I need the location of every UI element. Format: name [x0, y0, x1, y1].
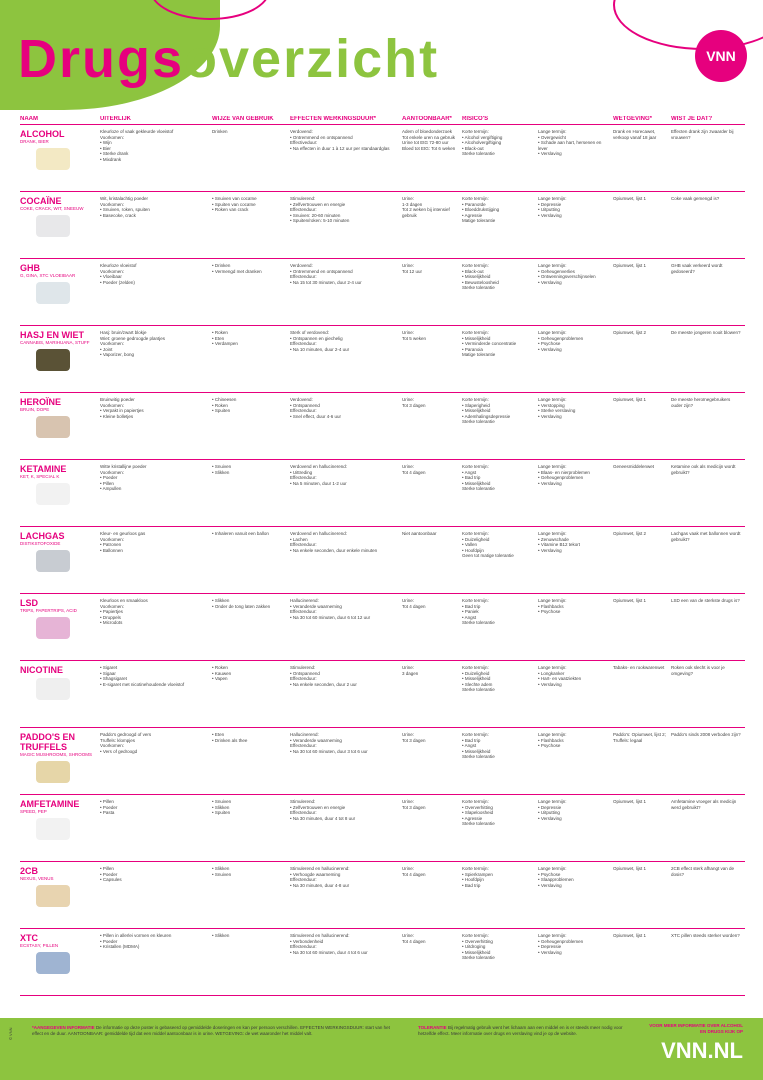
drug-alias: ECSTASY, PILLEN [20, 943, 59, 948]
drug-wet: Opiumwet, lijst 1 [613, 598, 647, 603]
drug-alias: DRANK, BIER [20, 139, 49, 144]
drug-wist: Paddo's sinds 2008 verboden zijn? [671, 732, 741, 737]
drug-kort: Korte termijn: • Bad trip • Angst • Misselijkheid Sterke tolerantie [462, 732, 495, 759]
drug-gebruik: • Slikken • Snuiven [212, 866, 232, 877]
table-row [20, 527, 745, 594]
drug-image [36, 818, 70, 840]
drug-name: PADDO'S EN TRUFFELS [20, 732, 75, 752]
footer-site [643, 1023, 743, 1064]
table-body [20, 125, 745, 996]
drug-name: LSD [20, 598, 38, 608]
drug-uiterlijk: Kleurloos en smaakloos Voorkomen: • Papiertjes • Druppels • Microdots [100, 598, 148, 625]
table-row [20, 125, 745, 192]
footer-tagline: VOOR MEER INFORMATIE OVER ALCOHOL EN DRUGS KIJK OP [649, 1023, 743, 1034]
drug-image [36, 761, 70, 783]
drug-alias: G, GINA, XTC VLOEIBAAR [20, 273, 76, 278]
drug-lang: Lange termijn: • Psychose • Slaapproblemen • Verslaving [538, 866, 574, 888]
table-row [20, 326, 745, 393]
footer-url[interactable]: VNN.NL [661, 1038, 743, 1063]
drug-gebruik: • Snuiven van cocaïne • Spuiten van cocaïne • Roken van crack [212, 196, 257, 212]
drug-aantoonbaar: Urine: Tot 4 dagen [402, 464, 426, 475]
drug-effecten: Verdovend: • Ontspannend Effectenduur: • Snel effect, duur 4-6 uur [290, 397, 342, 419]
drug-uiterlijk: • Pillen • Poeder • Capsules [100, 866, 122, 882]
drug-name: AMFETAMINE [20, 799, 80, 809]
drug-name: KETAMINE [20, 464, 67, 474]
table-row [20, 728, 745, 795]
drug-wet: Opiumwet, lijst 1 [613, 263, 647, 268]
header-risicos: RISICO'S [462, 116, 489, 122]
drug-kort: Korte termijn: • Alcohol vergiftiging • Alcoholvergiftiging • Black-out Sterke tolerantie [462, 129, 503, 156]
drug-gebruik: • Snuiven • Slikken • Spuiten [212, 799, 232, 815]
drug-name: ALCOHOL [20, 129, 65, 139]
drug-wist: 2CB effect sterk afhangt van de dosis? [671, 866, 734, 877]
drug-wist: LSD een van de sterkste drugs is? [671, 598, 740, 603]
table-row [20, 929, 745, 996]
footer-info [32, 1025, 392, 1037]
drug-effecten: Stimulerend: • Ontspannend Effectenduur: • Na enkele seconden, duur 2 uur [290, 665, 357, 687]
footer-info-text: De informatie op deze poster is gebaseerd op gemiddelde doseringen en kan per persoon verschillen. EFFECTEN WERKINGSDUUR: start van het effect en de duur. AANTOONBAAR: gemiddelde tijd dat een middel aantoonbaar is in urine. WETGEVING: de wet waaronder het middel valt. [32, 1025, 390, 1036]
drug-wet: Drank en Horecawet, verkoop vanaf 18 jaar [613, 129, 657, 140]
drug-image [36, 483, 70, 505]
table-row [20, 661, 745, 728]
drug-gebruik: • Slikken • Onder de tong laten zakken [212, 598, 271, 609]
drug-wet: Opiumwet, lijst 1 [613, 799, 647, 804]
drug-effecten: Hallucinerend: • Veranderde waarneming Effectenduur: • Na 30 tot 60 minuten, duur 3 tot 6 uur [290, 732, 368, 754]
table-row [20, 393, 745, 460]
drug-effecten: Verdovend en hallucinerend: • Lachen Effectenduur: • Na enkele seconden, duur enkele minuten [290, 531, 378, 553]
drug-name: GHB [20, 263, 40, 273]
drug-image [36, 349, 70, 371]
drug-aantoonbaar: Urine: Tot 3 dagen [402, 799, 426, 810]
drug-alias: MAGIC MUSHROOMS, SHROOMS [20, 752, 93, 757]
drug-alias: DISTIKSTOFOXIDE [20, 541, 61, 546]
drug-wet: Opiumwet, lijst 2 [613, 531, 647, 536]
drug-wet: Opiumwet, lijst 2 [613, 330, 647, 335]
drug-name: 2CB [20, 866, 39, 876]
drug-uiterlijk: Kleurloze vloeistof Voorkomen: • Vloeibaar • Poeder (zelden) [100, 263, 137, 285]
drug-wet: Opiumwet, lijst 1 [613, 397, 647, 402]
drug-wet: Tabaks- en rookwarenwet [613, 665, 665, 670]
drug-wist: GHB vaak verkeerd wordt gedoseerd? [671, 263, 723, 274]
header-wist-je-dat: WIST JE DAT? [671, 116, 713, 122]
drug-aantoonbaar: Urine: 1-3 dagen Tot 2 weken bij intensief gebruik [402, 196, 450, 218]
drug-effecten: Sterk of verdovend: • Ontspannen en giechelig Effectenduur: • Na 10 minuten, duur 2-4 uur [290, 330, 350, 352]
drug-wist: Lachgas vaak met ballonnen wordt gebruikt? [671, 531, 741, 542]
drug-aantoonbaar: Niet aantoonbaar [402, 531, 437, 536]
drug-alias: TRIPS, PAPERTRIPS, ACID [20, 608, 77, 613]
drug-name-cell [20, 933, 100, 995]
table-row [20, 862, 745, 929]
drug-alias: CANNABIS, MARIHUANA, STUFF [20, 340, 90, 345]
drug-effecten: Hallucinerend: • Veranderde waarneming Effectenduur: • Na 30 tot 60 minuten, duur 6 tot 12 uur [290, 598, 371, 620]
drug-image [36, 678, 70, 700]
drug-image [36, 215, 70, 237]
drug-image [36, 617, 70, 639]
drug-name: XTC [20, 933, 38, 943]
drug-name-cell [20, 598, 100, 660]
drug-alias: COKE, CRACK, WIT, SNEEUW [20, 206, 84, 211]
drug-lang: Lange termijn: • Depressie • Uitputting • Verslaving [538, 799, 567, 821]
drug-lang: Lange termijn: • Longkanker • Hart- en vaatziekten • Verslaving [538, 665, 582, 687]
table-row [20, 460, 745, 527]
drug-effecten: Stimulerend en hallucinerend: • Verhoogde waarneming Effectenduur: • Na 30 minuten, duur 4-8 uur [290, 866, 350, 888]
drug-kort: Korte termijn: • Duizeligheid • Vallen • Hoofdpijn Geen tot matige tolerantie [462, 531, 514, 558]
drug-uiterlijk: Bruinwitig poeder Voorkomen: • Verpakt in papiertjes • Kleine bolletjes [100, 397, 144, 419]
drug-kort: Korte termijn: • Spierkrampen • Hoofdpijn • Bad trip [462, 866, 493, 888]
vnn-logo [695, 30, 747, 82]
drug-wet: Opiumwet, lijst 1 [613, 866, 647, 871]
drug-aantoonbaar: Urine: 3 dagen [402, 665, 419, 676]
drug-alias: KET, K, SPECIAL K [20, 474, 60, 479]
header-effecten: EFFECTEN WERKINGSDUUR* [290, 116, 377, 122]
drug-aantoonbaar: Urine: Tot 4 dagen [402, 866, 426, 877]
drug-kort: Korte termijn: • Misselijkheid • Verminderde concentratie • Paranoia Matige tolerantie [462, 330, 517, 357]
drug-lang: Lange termijn: • Geheugenproblemen • Depressie • Verslaving [538, 933, 584, 955]
drug-uiterlijk: Paddo's gedroogd of vers Truffels: klompjes Voorkomen: • Vers of gedroogd [100, 732, 152, 754]
drug-name: NICOTINE [20, 665, 64, 675]
footer-info-heading: *AANGEGEVEN INFORMATIE [32, 1025, 95, 1030]
drug-effecten: Verdovend en hallucinerend: • Uittreding Effectenduur: • Na 5 minuten, duur 1-2 uur [290, 464, 348, 486]
table-row [20, 594, 745, 661]
drug-gebruik: • Roken • Kauwen • Vapen [212, 665, 232, 681]
drug-effecten: Stimulerend: • Zelfvertrouwen en energie Effectenduur: • Snuiven: 20-60 minuten • Spuiten/roken: 5-10 minuten [290, 196, 350, 223]
drug-wist: Coke vaak gemengd is? [671, 196, 720, 201]
header-wetgeving: WETGEVING* [613, 116, 653, 122]
drug-name: LACHGAS [20, 531, 65, 541]
drug-image [36, 416, 70, 438]
drug-image [36, 148, 70, 170]
drug-uiterlijk: Witte kristallijne poeder Voorkomen: • Poeder • Pillen • Ampullen [100, 464, 147, 491]
drug-gebruik: Drinken [212, 129, 228, 134]
page-title [18, 28, 439, 90]
drug-uiterlijk: • Sigaret • Sigaar • Shagsigaret • E-sigaret met nicotinehoudende vloeistof [100, 665, 185, 687]
drug-kort: Korte termijn: • Oververhitting • Uitdroging • Misselijkheid Sterke tolerantie [462, 933, 495, 960]
drug-kort: Korte termijn: • Slaperigheid • Misselijkheid • Ademhalingsdepressie Sterke tolerantie [462, 397, 511, 424]
drug-gebruik: • Roken • Eten • Verdampen [212, 330, 238, 346]
drug-lang: Lange termijn: • Blaas- en nierproblemen • Geheugenproblemen • Verslaving [538, 464, 590, 486]
drug-aantoonbaar: Urine: Tot 12 uur [402, 263, 423, 274]
drug-name: COCAÏNE [20, 196, 62, 206]
drug-wist: Roken ook slecht is voor je omgeving? [671, 665, 725, 676]
drug-kort: Korte termijn: • Paranoïde • Bloeddrukstijging • Agressie Matige tolerantie [462, 196, 500, 223]
drug-image [36, 550, 70, 572]
drug-lang: Lange termijn: • Overgewicht • Schade aan hart, hersenen en lever • Verslaving [538, 129, 602, 156]
drug-name-cell [20, 531, 100, 593]
drug-effecten: Verdovend: • Ontremmend en ontspannend Effectiveduur: • Na effecten in duur 1 à 12 uur per standaardglas [290, 129, 390, 151]
drug-aantoonbaar: Adem of bloedonderzoek Tot enkele uren na gebruik Urine tot EtG 72-80 uur Bloed tot EtG: Tot 6 weken [402, 129, 456, 151]
side-label: © VNN [8, 1027, 13, 1040]
drug-uiterlijk: Kleurloze of vaak gekleurde vloeistof Voorkomen: • Wijn • Bier • Sterke drank • Mixdrank [100, 129, 174, 162]
drug-name-cell [20, 196, 100, 258]
drug-uiterlijk: Wit, kristalachtig poeder Voorkomen: • Snuiven, roken, spuiten • Basecoke, crack [100, 196, 150, 218]
drug-lang: Lange termijn: • Zenuwschade • Vitamine B12 tekort • Verslaving [538, 531, 581, 553]
footer-tolerance-text: Bij regelmatig gebruik went het lichaam aan een middel en is er steeds meer nodig voor hetzelfde effect. Meer informatie over drugs en verslaving vind je op de website. [418, 1025, 623, 1036]
drug-name: HEROÏNE [20, 397, 62, 407]
drug-wist: De meeste heroïnegebruikers ouder zijn? [671, 397, 731, 408]
drug-wist: Effecten drank zijn zwaarder bij vrouwen? [671, 129, 734, 140]
drug-wet: Opiumwet, lijst 1 [613, 196, 647, 201]
drug-name: HASJ EN WIET [20, 330, 85, 340]
drug-effecten: Stimulerend: • Zelfvertrouwen en energie Effectenduur: • Na 30 minuten, duur 4 tot 8 uur [290, 799, 356, 821]
drug-aantoonbaar: Urine: Tot 3 dagen [402, 732, 426, 743]
drug-lang: Lange termijn: • Geheugenproblemen • Psychose • Verslaving [538, 330, 584, 352]
drug-gebruik: • Drinken • Vermengd met dranken [212, 263, 262, 274]
drug-wist: De meeste jongeren nooit blowen? [671, 330, 741, 335]
drug-uiterlijk: • Pillen • Poeder • Pasta [100, 799, 118, 815]
drug-aantoonbaar: Urine: Tot 4 dagen [402, 598, 426, 609]
drug-wist: XTC pillen steeds sterker worden? [671, 933, 740, 938]
drug-kort: Korte termijn: • Black-out • Misselijkheid • Bewusteloosheid Sterke tolerantie [462, 263, 499, 290]
drug-name-cell [20, 464, 100, 526]
title-part1: Drugs [18, 29, 185, 89]
header-risicos-lang [538, 116, 613, 122]
header-aantoonbaar: AANTOONBAAR* [402, 116, 452, 122]
drug-uiterlijk: Kleur- en geurloos gas Voorkomen: • Patronen • Ballonnen [100, 531, 146, 553]
drug-lang: Lange termijn: • Flashbacks • Psychose [538, 598, 567, 614]
drug-gebruik: • Inhaleren vanuit een ballon [212, 531, 269, 536]
header-naam: NAAM [20, 116, 38, 122]
drug-wist: Amfetamine vroeger als medicijn werd gebruikt? [671, 799, 737, 810]
drug-name-cell [20, 397, 100, 459]
table-row [20, 795, 745, 862]
footer-tolerance [418, 1025, 634, 1037]
drug-aantoonbaar: Urine: Tot 5 weken [402, 330, 427, 341]
drug-wet: Opiumwet, lijst 1 [613, 933, 647, 938]
drug-kort: Korte termijn: • Angst • Bad trip • Misselijkheid Sterke tolerantie [462, 464, 495, 491]
drug-uiterlijk: • Pillen in allerlei vormen en kleuren • Poeder • Kristallen (MDMA) [100, 933, 172, 949]
table-row [20, 192, 745, 259]
header-gebruik: WIJZE VAN GEBRUIK [212, 116, 274, 122]
drug-gebruik: • Eten • Drinken als thee [212, 732, 248, 743]
drug-wet: Paddo's: Opiumwet, lijst 2; Truffels: legaal [613, 732, 666, 743]
drug-name-cell [20, 263, 100, 325]
drug-effecten: Stimulerend en hallucinerend: • Verbondenheid Effectenduur: • Na 30 tot 60 minuten, duur 4 tot 6 uur [290, 933, 368, 955]
drug-gebruik: • Snuiven • Slikken [212, 464, 232, 475]
drug-name-cell [20, 330, 100, 392]
drug-image [36, 885, 70, 907]
logo-text: VNN [706, 48, 736, 64]
drug-aantoonbaar: Urine: Tot 4 dagen [402, 933, 426, 944]
drugs-table [20, 116, 745, 996]
drug-gebruik: • Slikken [212, 933, 230, 938]
drug-kort: Korte termijn: • Bad trip • Paniek • Angst Sterke tolerantie [462, 598, 495, 625]
drug-image [36, 282, 70, 304]
drug-name-cell [20, 732, 100, 794]
drug-alias: SPEED, PEP [20, 809, 47, 814]
drug-lang: Lange termijn: • Verstopping • Sterke verslaving • Verslaving [538, 397, 576, 419]
footer [0, 1018, 763, 1080]
drug-name-cell [20, 665, 100, 727]
drug-wist: Ketamine ook als medicijn wordt gebruikt? [671, 464, 736, 475]
footer-tolerance-heading: TOLERANTIE [418, 1025, 447, 1030]
drug-uiterlijk: Hasj: bruin/zwart blokje Wiet: groene gedroogde plantjes Voorkomen: • Joint • Vaporizer, bong [100, 330, 166, 357]
drug-aantoonbaar: Urine: Tot 3 dagen [402, 397, 426, 408]
table-header [20, 116, 745, 125]
drug-name-cell [20, 799, 100, 861]
drug-lang: Lange termijn: • Depressie • Uitputting • Verslaving [538, 196, 567, 218]
drug-name-cell [20, 129, 100, 191]
drug-effecten: Verdovend: • Ontremmend en ontspannend Effectenduur: • Na 15 tot 30 minuten, duur 2-4 uur [290, 263, 362, 285]
drug-wet: Geneesmiddelenwet [613, 464, 655, 469]
drug-name-cell [20, 866, 100, 928]
drug-gebruik: • Chineesen • Roken • Spuiten [212, 397, 237, 413]
drug-lang: Lange termijn: • Geheugenverlies • Ontwenningsverschijnselen • Verslaving [538, 263, 596, 285]
drug-alias: BRUIN, DOPE [20, 407, 50, 412]
drug-kort: Korte termijn: • Duizeligheid • Misselijkheid • Slechte adem Sterke tolerantie [462, 665, 495, 692]
drug-kort: Korte termijn: • Oververhitting • Slapeloosheid • Agressie Sterke tolerantie [462, 799, 495, 826]
table-row [20, 259, 745, 326]
drug-image [36, 952, 70, 974]
drug-lang: Lange termijn: • Flashbacks • Psychose [538, 732, 567, 748]
drug-alias: NEXUS, VENUS [20, 876, 54, 881]
header-uiterlijk: UITERLIJK [100, 116, 132, 122]
title-part2: overzicht [184, 29, 440, 89]
